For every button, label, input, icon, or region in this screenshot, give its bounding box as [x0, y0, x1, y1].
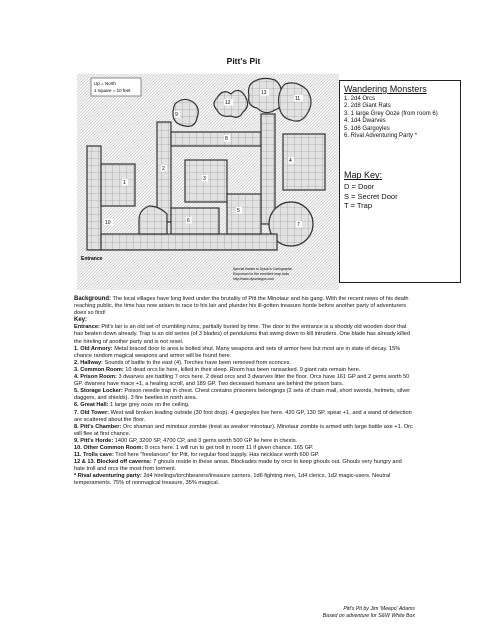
credit-source: Based on adventure for S&W White Box	[322, 613, 415, 619]
dungeon-map	[77, 74, 339, 290]
background-paragraph	[74, 296, 414, 317]
key-entry-label: 11. Trolls cave:	[74, 452, 114, 459]
key-entry	[74, 452, 414, 459]
key-entry	[74, 360, 414, 367]
key-entry-text: Orc shaman and minotaur zombie (treat as weaker minotaur). Minotaur zombie is armed with large battle axe +1. Orc will flee at first chance.	[74, 423, 413, 437]
map-credit-3: http://www.dysonlogos.com	[233, 277, 275, 281]
entrance-label: Entrance	[81, 256, 103, 262]
key-entry-label: 3. Common Room:	[74, 366, 124, 373]
key-entry-label: 7. Old Tower:	[74, 409, 110, 416]
map-key-item: T = Trap	[344, 201, 373, 211]
bottom-hall	[101, 234, 277, 250]
key-entry-text: 7 ghouls reside in these areas. Blockades made by orcs to keep ghouls out. Ghouls very hungry and hate troll and orcs the most from torment.	[74, 459, 402, 473]
key-entry-text: 8 orcs here. 1 will run to get troll in room 11 if given chance. 165 GP.	[143, 444, 314, 451]
wandering-item: 3. 1 large Grey Ooze (from room 6)	[344, 110, 438, 117]
key-entry	[74, 438, 414, 445]
wandering-item: 2. 2d8 Giant Rats	[344, 103, 391, 110]
key-entry-text: 3 dwarves are battling 7 orcs here. 2 dead orcs and 3 dwarves litter the floor. Orcs have 161 GP and 2 gems worth 50 GP. dwarves have mace +1, a healing scroll, and 189 GP. Two deceased humans are behind the prison bars.	[74, 374, 410, 388]
room-number-label: 3	[203, 176, 206, 182]
key-entry-text: West wall broken leading outside (30 foot drop). 4 gargoyles live here. 420 GP, 130 SP, spear +1, and a wand of detection are scattered about the floor.	[74, 409, 412, 423]
credit-author: Pitt's Pit by Jim 'Meepo' Adams	[343, 606, 415, 612]
credits	[323, 606, 415, 620]
wandering-item: 6. Rival Adventuring Party *	[344, 133, 418, 140]
wandering-item: 5. 1d6 Gargoyles	[344, 125, 390, 132]
key-entry	[74, 402, 414, 409]
key-entry-text: 1400 GP, 3200 SP, 4700 CP, and 3 gems worth 500 GP lie here in chests.	[113, 437, 298, 444]
wandering-item: 4. 1d4 Dwarves	[344, 118, 386, 125]
key-entry	[74, 374, 414, 388]
room-number-label: 11	[295, 96, 301, 102]
key-entry-label: 9. Pitt's Horde:	[74, 437, 114, 444]
key-entry-text: 10 dead orcs lie here, killed in their sleep. Room has been ransacked. 9 giant rats remain here.	[123, 366, 361, 373]
key-entry-label: 10. Other Common Room:	[74, 444, 144, 451]
key-entry	[74, 346, 414, 360]
key-entry-label: Entrance:	[74, 324, 100, 331]
room-number-label: 12	[225, 100, 231, 106]
key-entry	[74, 424, 414, 438]
key-entry-label: 8. Pitt's Chamber:	[74, 423, 122, 430]
central-vertical-hall	[157, 122, 171, 222]
key-entry-text: 1 large grey ooze on the ceiling.	[108, 402, 190, 409]
key-entry-label: 6. Great Hall:	[74, 402, 109, 409]
key-entry-text: Metal braced door to area is bolted shut. Many weapons and sets of armor here but most are in state of decay. 15% chance random magical weapons and armor will be found here.	[74, 345, 401, 359]
wandering-item: 1. 2d4 Orcs	[344, 96, 376, 102]
map-key-item: S = Secret Door	[344, 191, 398, 201]
key-entry	[74, 367, 414, 374]
left-room	[101, 164, 135, 206]
room-number-label: 5	[237, 208, 240, 214]
map-key-item: D = Door	[344, 182, 375, 192]
room-number-label: 8	[225, 136, 228, 142]
right-vertical-hall	[261, 114, 275, 224]
background-label: Background:	[74, 296, 112, 302]
key-entry-text: Poison needle trap in chest. Chest contains prisoners belongings (2 sets of chain mail, short swords, helmets, silver daggers, and shields). 3 fire beetles in north area.	[74, 388, 411, 402]
key-entry-text: 2d4 hirelings/torchbearers/treasure carriers, 1d6 fighting men, 1d4 clerics, 1d2 magic-users. Neutral temperaments. 75% of nonmagical treasure, 35% magical.	[74, 473, 391, 487]
curved-room	[139, 206, 167, 234]
key-entry-label: * Rival adventuring party:	[74, 473, 142, 480]
key-entry	[74, 459, 414, 473]
room-number-label: 6	[187, 218, 190, 224]
key-entry-text: Sounds of battle to the east (4). Torches have been removed from sconces.	[102, 359, 291, 366]
key-entry	[74, 410, 414, 424]
key-entry-label: 2. Hallway:	[74, 359, 103, 366]
key-entry-label: 1. Old Armory:	[74, 345, 113, 352]
wandering-monsters-title: Wandering Monsters	[344, 84, 427, 94]
room-number-label: 7	[297, 222, 300, 228]
key-entry	[74, 473, 414, 487]
room-number-label: 1	[123, 180, 126, 186]
map-legend-north: Up = North	[94, 81, 116, 86]
sidebar-box	[339, 80, 461, 283]
top-hall	[171, 132, 261, 146]
cavern-11	[279, 83, 311, 121]
map-credit-1: Special thanks to Dyson's Cartographic	[233, 267, 293, 271]
body-text	[74, 296, 414, 488]
room-number-label: 4	[289, 158, 292, 164]
key-heading: Key:	[74, 317, 88, 324]
key-entry-text: Pitt's lair is an old set of crumbling ruins, partially buried by time. The door to the entrance is a shoddy old wooden door that has beaten down already. Trap is an old series (of 3 blades) of pendulums that swing down to kill intruders. One blade has already killed the hireling of another party and is not reset.	[74, 324, 411, 345]
key-entry	[74, 388, 414, 402]
key-entry-label: 12 & 13. Blocked off caverns:	[74, 459, 152, 466]
map-key-title: Map Key:	[344, 170, 383, 181]
room-number-label: 9	[175, 112, 178, 118]
key-entry	[74, 324, 414, 345]
left-corridor	[87, 146, 101, 250]
key-entry	[74, 445, 414, 452]
map-legend-scale: 1 square = 10 feet	[94, 88, 131, 93]
dungeon-map-drawing	[77, 74, 339, 290]
bottom-right-room	[227, 194, 261, 234]
key-entry-label: 4. Prison Room:	[74, 374, 117, 381]
background-text: The local villages have long lived under the brutality of Pitt the Minotaur and his gang. With the recent news of his death reaching public, the time has now arisen to race to his lair and plunder his ill-gotten treasure horde before another party of adventurers does so first!	[74, 296, 409, 317]
room-number-label: 13	[261, 90, 267, 96]
map-credit-2: Emporium for the excellent map tools	[233, 272, 289, 276]
key-entries	[74, 324, 414, 487]
great-hall	[171, 208, 219, 234]
page-title: Pitt's Pit	[226, 56, 261, 66]
key-entry-text: Troll here "freelances" for Pitt, for regular food supply. Has necklace worth 600 GP.	[113, 452, 320, 459]
room-number-label: 2	[162, 166, 165, 172]
room-number-label: 10	[105, 220, 111, 226]
key-entry-label: 5. Storage Locker:	[74, 388, 123, 395]
